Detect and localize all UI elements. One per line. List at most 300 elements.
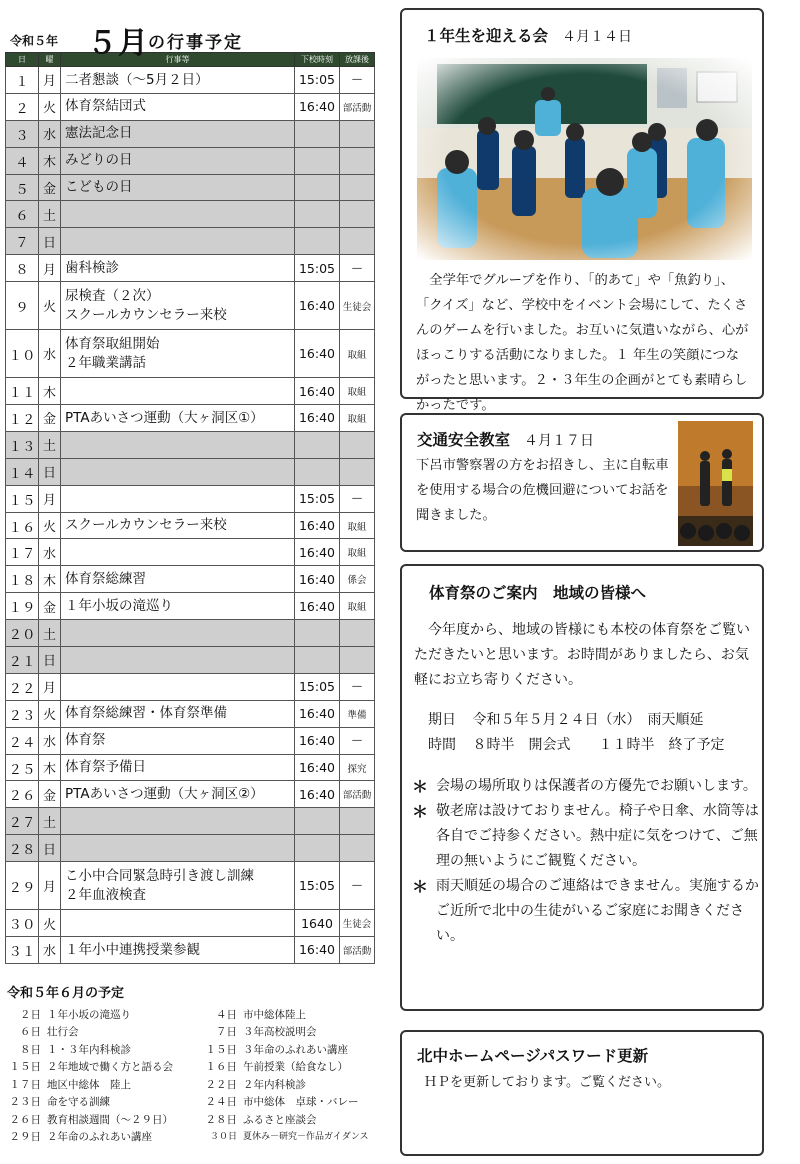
cell-events [61, 405, 295, 432]
cell-events [61, 458, 295, 485]
cell-time: 15:05 [295, 673, 340, 700]
schedule-table [5, 52, 375, 964]
cell-day: ２８ [6, 835, 39, 862]
cell-after [340, 647, 375, 674]
cell-weekday: 火 [39, 512, 61, 539]
cell-day: １５ [6, 485, 39, 512]
cell-after: 取組 [340, 512, 375, 539]
cell-time: 16:40 [295, 330, 340, 378]
june-item [5, 1042, 201, 1059]
cell-after: ― [340, 862, 375, 910]
hp-body: ＨＰを更新しております。ご覧ください。 [424, 1075, 670, 1090]
welcome-title: １年生を迎える会 [424, 27, 549, 45]
cell-after: 取組 [340, 378, 375, 405]
cell-weekday: 木 [39, 147, 61, 174]
cell-time [295, 120, 340, 147]
cell-events [61, 937, 295, 964]
cell-weekday: 日 [39, 835, 61, 862]
cell-day: ２７ [6, 808, 39, 835]
cell-after: 探究 [340, 754, 375, 781]
june-item [5, 1094, 201, 1111]
cell-after: 部活動 [340, 781, 375, 808]
col-after: 放課後 [340, 53, 375, 67]
cell-weekday: 金 [39, 781, 61, 808]
table-row [6, 808, 375, 835]
cell-time: 15:05 [295, 255, 340, 282]
event-line: 体育祭 [65, 732, 106, 749]
table-row [6, 539, 375, 566]
hp-title: 北中ホームページパスワード更新 [417, 1047, 649, 1065]
sports-title: 体育祭のご案内 地域の皆様へ [429, 584, 647, 602]
cell-after [340, 228, 375, 255]
cell-events [61, 228, 295, 255]
cell-time [295, 835, 340, 862]
cell-time [295, 808, 340, 835]
cell-time: 15:05 [295, 485, 340, 512]
traffic-heading [417, 428, 594, 450]
table-row [6, 431, 375, 458]
table-row [6, 835, 375, 862]
cell-weekday: 土 [39, 808, 61, 835]
col-events: 行事等 [61, 53, 295, 67]
cell-time: 16:40 [295, 93, 340, 120]
cell-weekday: 土 [39, 431, 61, 458]
time-value: ８時半 開会式 １１時半 終了予定 [472, 737, 725, 753]
cell-after: 取組 [340, 405, 375, 432]
table-row [6, 647, 375, 674]
cell-time [295, 228, 340, 255]
event-line: １年小坂の滝巡り [65, 597, 173, 614]
cell-day: ２９ [6, 862, 39, 910]
june-item-date: １６日 [205, 1061, 237, 1074]
table-row [6, 458, 375, 485]
table-row [6, 405, 375, 432]
table-row [6, 754, 375, 781]
sports-festival-section [400, 564, 764, 1011]
welcome-section [400, 8, 764, 413]
classroom-photo [417, 58, 752, 260]
cell-after: ― [340, 727, 375, 754]
june-item-date: ２２日 [205, 1078, 237, 1091]
cell-day: １３ [6, 431, 39, 458]
cell-events [61, 485, 295, 512]
cell-after: 準備 [340, 700, 375, 727]
cell-events [61, 330, 295, 378]
cell-after: 部活動 [340, 93, 375, 120]
cell-after [340, 201, 375, 228]
cell-time [295, 458, 340, 485]
cell-after [340, 458, 375, 485]
table-row [6, 255, 375, 282]
col-day: 日 [6, 53, 39, 67]
june-item [5, 1112, 201, 1129]
cell-events [61, 147, 295, 174]
cell-weekday: 木 [39, 754, 61, 781]
june-item-date: ３０日 [209, 1132, 237, 1143]
welcome-date: ４月１４日 [562, 29, 633, 45]
table-row [6, 620, 375, 647]
june-item-text: ２年地域で働く方と語る会 [47, 1061, 173, 1074]
cell-after: ― [340, 67, 375, 94]
cell-day: １９ [6, 593, 39, 620]
cell-time: 16:40 [295, 937, 340, 964]
cell-events [61, 431, 295, 458]
event-line: 体育祭総練習 [65, 570, 146, 587]
schedule-body [6, 67, 375, 964]
june-item-text: ２年命のふれあい講座 [47, 1131, 152, 1144]
cell-time: 16:40 [295, 727, 340, 754]
cell-after: ― [340, 485, 375, 512]
june-item-text: ３年命のふれあい講座 [243, 1043, 348, 1056]
june-item-text: ３年高校説明会 [243, 1026, 317, 1039]
june-item [5, 1007, 201, 1024]
cell-weekday: 火 [39, 700, 61, 727]
cell-time [295, 174, 340, 201]
note-text: 会場の場所取りは保護者の方優先でお願いします。 [436, 778, 757, 794]
cell-day: ８ [6, 255, 39, 282]
cell-day: ６ [6, 201, 39, 228]
june-item-text: 命を守る訓練 [47, 1096, 110, 1109]
june-item-text: 教育相談週間（～２９日） [47, 1113, 173, 1126]
cell-events [61, 910, 295, 937]
cell-after [340, 808, 375, 835]
cell-time: 16:40 [295, 512, 340, 539]
cell-after: 係会 [340, 566, 375, 593]
table-row [6, 330, 375, 378]
title-label: の行事予定 [148, 33, 243, 53]
cell-time [295, 201, 340, 228]
event-line: PTAあいさつ運動（大ヶ洞区①） [65, 409, 264, 426]
cell-time: 15:05 [295, 67, 340, 94]
cell-time: 16:40 [295, 700, 340, 727]
cell-after: 生徒会 [340, 910, 375, 937]
cell-day: ２３ [6, 700, 39, 727]
cell-weekday: 火 [39, 93, 61, 120]
cell-events [61, 620, 295, 647]
june-item-text: 地区中総体 陸上 [47, 1078, 131, 1091]
col-time: 下校時刻 [295, 53, 340, 67]
june-item [201, 1042, 375, 1059]
table-row [6, 593, 375, 620]
june-item-text: 市中総体陸上 [243, 1008, 306, 1021]
cell-events [61, 808, 295, 835]
table-row [6, 673, 375, 700]
june-item [201, 1077, 375, 1094]
cell-day: ２１ [6, 647, 39, 674]
cell-events [61, 174, 295, 201]
cell-weekday: 土 [39, 620, 61, 647]
cell-day: ２０ [6, 620, 39, 647]
col-weekday: 曜 [39, 53, 61, 67]
june-title: 令和５年６月の予定 [7, 985, 125, 1001]
table-row [6, 727, 375, 754]
june-item [5, 1077, 201, 1094]
month-label: ５月 [87, 26, 149, 61]
cell-day: ７ [6, 228, 39, 255]
table-row [6, 700, 375, 727]
note-item [410, 799, 760, 874]
cell-weekday: 金 [39, 174, 61, 201]
cell-day: ４ [6, 147, 39, 174]
cell-weekday: 火 [39, 282, 61, 330]
asterisk-icon: ＊ [412, 802, 429, 821]
june-item-date: ２４日 [205, 1096, 237, 1109]
cell-weekday: 木 [39, 566, 61, 593]
table-header-row [6, 53, 375, 67]
cell-after [340, 835, 375, 862]
table-row [6, 512, 375, 539]
june-item [201, 1059, 375, 1076]
cell-day: １２ [6, 405, 39, 432]
event-line: 尿検査（２次） [65, 287, 160, 304]
cell-events [61, 593, 295, 620]
cell-weekday: 月 [39, 255, 61, 282]
june-item-date: ６日 [20, 1026, 41, 1039]
table-row [6, 781, 375, 808]
cell-events [61, 727, 295, 754]
event-line: 体育祭取組開始 [65, 335, 160, 352]
cell-events [61, 673, 295, 700]
table-row [6, 862, 375, 910]
cell-time: 16:40 [295, 378, 340, 405]
cell-time [295, 431, 340, 458]
cell-after [340, 120, 375, 147]
cell-events [61, 255, 295, 282]
cell-events [61, 781, 295, 808]
cell-after: ― [340, 255, 375, 282]
cell-day: １ [6, 67, 39, 94]
asterisk-icon: ＊ [412, 777, 429, 796]
table-row [6, 378, 375, 405]
cell-after [340, 147, 375, 174]
homepage-section [400, 1030, 764, 1156]
stage-photo [678, 421, 753, 546]
cell-time: 16:40 [295, 754, 340, 781]
table-row [6, 910, 375, 937]
event-line: ２年血液検査 [65, 886, 146, 903]
cell-weekday: 水 [39, 539, 61, 566]
june-item-date: １７日 [9, 1078, 41, 1091]
cell-weekday: 日 [39, 458, 61, 485]
cell-weekday: 月 [39, 673, 61, 700]
june-item-text: １年小坂の滝巡り [47, 1008, 131, 1021]
traffic-body: 下呂市警察署の方をお招きし、主に自転車を使用する場合の危機回避についてお話を聞きました。 [416, 458, 669, 523]
june-item-date: ２８日 [205, 1113, 237, 1126]
cell-weekday: 金 [39, 593, 61, 620]
june-item-date: ２日 [20, 1008, 41, 1021]
table-row [6, 937, 375, 964]
table-row [6, 228, 375, 255]
cell-day: １４ [6, 458, 39, 485]
cell-day: １６ [6, 512, 39, 539]
june-item-text: ふるさと座談会 [243, 1113, 317, 1126]
june-item [5, 1059, 201, 1076]
june-item [201, 1007, 375, 1024]
table-row [6, 67, 375, 94]
cell-time: 16:40 [295, 539, 340, 566]
cell-weekday: 日 [39, 228, 61, 255]
june-item-text: １・３年内科検診 [47, 1043, 131, 1056]
june-list [5, 1007, 375, 1146]
traffic-title: 交通安全教室 [417, 431, 511, 449]
event-line: ２年職業講話 [65, 354, 146, 371]
table-row [6, 120, 375, 147]
cell-after [340, 620, 375, 647]
cell-after [340, 431, 375, 458]
cell-after: 生徒会 [340, 282, 375, 330]
june-item [201, 1129, 375, 1146]
table-row [6, 485, 375, 512]
june-item-date: １５日 [9, 1061, 41, 1074]
cell-weekday: 木 [39, 378, 61, 405]
cell-day: ５ [6, 174, 39, 201]
cell-day: １０ [6, 330, 39, 378]
cell-day: ２２ [6, 673, 39, 700]
cell-day: ２６ [6, 781, 39, 808]
sports-info [428, 708, 724, 758]
cell-time: 1640 [295, 910, 340, 937]
cell-day: ２５ [6, 754, 39, 781]
cell-time: 16:40 [295, 593, 340, 620]
event-line: PTAあいさつ運動（大ヶ洞区②） [65, 785, 264, 802]
note-item [410, 874, 760, 949]
cell-weekday: 金 [39, 405, 61, 432]
cell-events [61, 93, 295, 120]
event-line: １年小中連携授業参観 [65, 941, 200, 958]
cell-time: 16:40 [295, 405, 340, 432]
cell-events [61, 566, 295, 593]
event-line: スクールカウンセラー来校 [65, 517, 227, 534]
cell-day: １１ [6, 378, 39, 405]
june-item-text: 午前授業（給食なし） [243, 1061, 348, 1074]
cell-day: ２４ [6, 727, 39, 754]
event-line: 体育祭結団式 [65, 98, 146, 115]
welcome-heading [424, 24, 632, 46]
june-item [201, 1112, 375, 1129]
time-label: 時間 [428, 737, 456, 753]
note-text: 敬老席は設けておりません。椅子や日傘、水筒等は各自でご持参ください。熱中症に気をつけて、ご無理の無いようにご観覧ください。 [436, 803, 759, 869]
cell-time: 15:05 [295, 862, 340, 910]
june-item [5, 1129, 201, 1146]
cell-after [340, 174, 375, 201]
cell-weekday: 月 [39, 862, 61, 910]
june-item-date: ２６日 [9, 1113, 41, 1126]
june-item-date: ４日 [216, 1008, 237, 1021]
june-item-text: 壮行会 [47, 1026, 79, 1039]
event-line: スクールカウンセラー来校 [65, 306, 227, 323]
cell-day: １７ [6, 539, 39, 566]
june-item-date: ７日 [216, 1026, 237, 1039]
left-column [5, 18, 375, 1146]
cell-weekday: 水 [39, 330, 61, 378]
event-line: 体育祭予備日 [65, 759, 146, 776]
june-item-text: 市中総体 卓球・バレー [243, 1096, 359, 1109]
cell-after: 部活動 [340, 937, 375, 964]
event-line: みどりの日 [65, 152, 133, 169]
june-item-date: ８日 [20, 1043, 41, 1056]
cell-day: １８ [6, 566, 39, 593]
june-item-date: １５日 [205, 1043, 237, 1056]
cell-after: 取組 [340, 539, 375, 566]
cell-events [61, 67, 295, 94]
welcome-body: 全学年でグループを作り、「的あて」や「魚釣り」、「クイズ」など、学校中をイベント会場にして、たくさんのゲームを行いました。お互いに気遣いながら、心がほっこりする活動になりました。１ 年生の笑顔につながったと思います。２・３年生の企画がとても素晴らしかったです。 [416, 273, 749, 413]
event-line: 二者懇談（～5月２日） [65, 71, 209, 88]
cell-time: 16:40 [295, 566, 340, 593]
cell-time: 16:40 [295, 282, 340, 330]
cell-weekday: 火 [39, 910, 61, 937]
sports-time-row [428, 733, 724, 758]
note-item [410, 774, 760, 799]
table-row [6, 282, 375, 330]
era-label: 令和５年 [10, 34, 59, 48]
cell-events [61, 378, 295, 405]
cell-weekday: 土 [39, 201, 61, 228]
cell-day: ３ [6, 120, 39, 147]
cell-events [61, 835, 295, 862]
cell-after: 取組 [340, 330, 375, 378]
cell-events [61, 754, 295, 781]
june-item-text: 夏休み－研究－作品ガイダンス [243, 1132, 369, 1143]
cell-events [61, 282, 295, 330]
cell-day: ３１ [6, 937, 39, 964]
table-row [6, 147, 375, 174]
event-line: 憲法記念日 [65, 125, 133, 142]
event-line: 歯科検診 [65, 259, 119, 276]
june-item-date: ２３日 [9, 1096, 41, 1109]
cell-events [61, 512, 295, 539]
sports-date-row [428, 708, 724, 733]
sports-intro: 今年度から、地域の皆様にも本校の体育祭をご覧いただきたいと思います。お時間がありましたら、お気軽にお立ち寄りください。 [414, 622, 750, 688]
cell-events [61, 120, 295, 147]
event-line: こどもの日 [65, 179, 133, 196]
traffic-date: ４月１７日 [524, 433, 595, 449]
cell-events [61, 201, 295, 228]
table-row [6, 174, 375, 201]
cell-weekday: 水 [39, 120, 61, 147]
sports-notes [410, 774, 760, 949]
june-item [201, 1094, 375, 1111]
cell-events [61, 862, 295, 910]
cell-events [61, 647, 295, 674]
cell-weekday: 月 [39, 67, 61, 94]
asterisk-icon: ＊ [412, 877, 429, 896]
cell-events [61, 700, 295, 727]
event-line: 体育祭総練習・体育祭準備 [65, 705, 227, 722]
june-item-date: ２９日 [9, 1131, 41, 1144]
june-item [5, 1024, 201, 1041]
cell-time [295, 147, 340, 174]
note-text: 雨天順延の場合のご連絡はできません。実施するかご近所で北中の生徒がいるご家庭にお聞きください。 [436, 878, 759, 944]
cell-weekday: 水 [39, 937, 61, 964]
cell-weekday: 水 [39, 727, 61, 754]
date-label: 期日 [428, 712, 456, 728]
traffic-section [400, 413, 764, 552]
cell-weekday: 月 [39, 485, 61, 512]
cell-after: ― [340, 673, 375, 700]
table-row [6, 93, 375, 120]
cell-weekday: 日 [39, 647, 61, 674]
cell-after: 取組 [340, 593, 375, 620]
june-item-text: ２年内科検診 [243, 1078, 306, 1091]
cell-time [295, 647, 340, 674]
cell-events [61, 539, 295, 566]
cell-time [295, 620, 340, 647]
cell-day: ９ [6, 282, 39, 330]
cell-day: ３０ [6, 910, 39, 937]
table-row [6, 566, 375, 593]
event-line: こ小中合同緊急時引き渡し訓練 [65, 867, 254, 884]
june-item [201, 1024, 375, 1041]
